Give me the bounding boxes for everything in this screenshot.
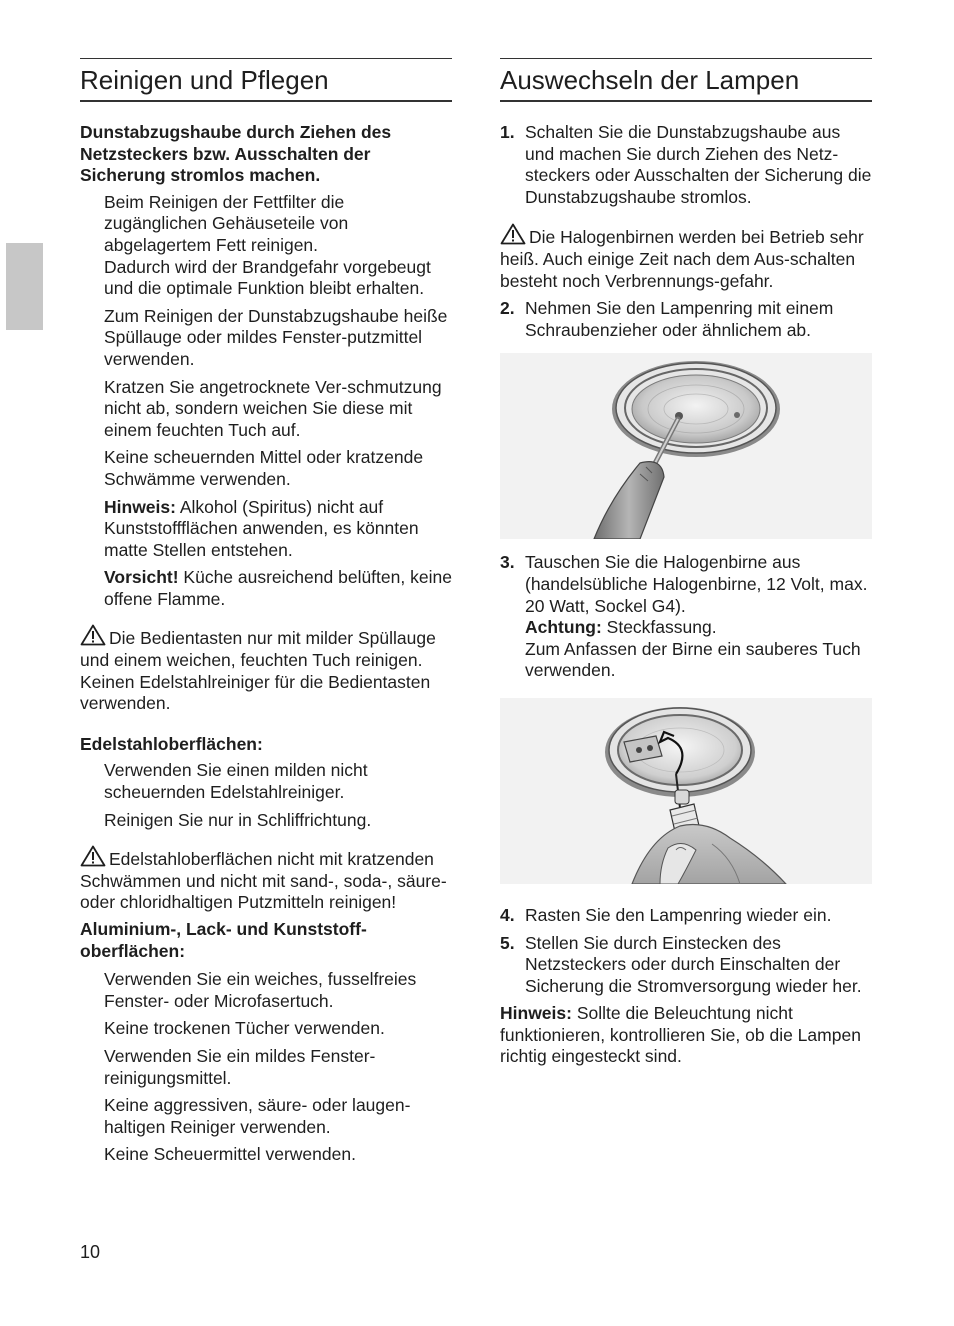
alu-text-3: Verwenden Sie ein mildes Fenster-reinigungsmittel. <box>104 1045 376 1088</box>
alu-text-1: Verwenden Sie ein weiches, fusselfreies Fenster- oder Microfasertuch. <box>104 969 417 1011</box>
step-text-3a: Tauschen Sie die Halogenbirne aus (handelsübliche Halogenbirne, 12 Volt, max. 20 Watt, Sockel G4). <box>525 552 868 616</box>
caution-ventilation <box>80 567 452 610</box>
attention-text: Steckfassung. <box>601 617 717 638</box>
step-3 <box>500 552 872 682</box>
step-text: Rasten Sie den Lampenring wieder ein. <box>525 904 832 925</box>
note-alcohol <box>80 497 452 562</box>
step-2 <box>500 298 872 341</box>
cleaning-text-4: Keine scheuernden Mittel oder kratzende Schwämme verwenden. <box>104 447 424 489</box>
warning-text: Die Halogenbirnen werden bei Betrieb sehr heiß. Auch einige Zeit nach dem Aus-schalten besteht noch Verbrennungs-gefahr. <box>500 227 864 291</box>
step-note <box>525 617 872 639</box>
illustration-hand-halogen-bulb <box>500 698 872 884</box>
step-number: 4. <box>500 904 515 925</box>
warning-triangle-icon <box>500 223 526 245</box>
right-column <box>500 58 872 1068</box>
heading-stainless-steel: Edelstahloberflächen: <box>80 733 263 754</box>
step-number: 1. <box>500 122 515 142</box>
left-column <box>80 58 452 1166</box>
note-label: Hinweis: <box>500 1003 572 1024</box>
step-number: 5. <box>500 932 515 953</box>
step-text: Nehmen Sie den Lampenring mit einem Schraubenzieher oder ähnlichem ab. <box>525 298 834 340</box>
warning-triangle-icon <box>80 624 106 646</box>
figure-lamp-ring-removal <box>500 353 872 539</box>
caution-label: Vorsicht! <box>104 567 179 588</box>
section-title-cleaning: Reinigen und Pflegen <box>80 65 329 95</box>
page-number: 10 <box>80 1242 101 1262</box>
attention-label: Achtung: <box>525 617 602 638</box>
step-1 <box>500 122 872 208</box>
cleaning-paragraph <box>80 192 452 300</box>
alu-text-5: Keine Scheuermittel verwenden. <box>104 1144 356 1165</box>
right-heading-bar <box>500 58 872 102</box>
note-lighting <box>500 1003 872 1068</box>
warning-halogen-hot <box>500 223 872 292</box>
step-text-3c: Zum Anfassen der Birne ein sauberes Tuch verwenden. <box>525 638 861 681</box>
cleaning-text-1b: Dadurch wird der Brandgefahr vorgebeugt und die optimale Funktion bleibt erhalten. <box>104 256 431 299</box>
step-text: Stellen Sie durch Einstecken des Netzsteckers oder durch Einschalten der Sicherung die Stromversorgung wieder her. <box>525 932 862 996</box>
warning-text-1a: Die Bedientasten nur mit milder Spüllauge und einem weichen, feuchten Tuch reinigen. <box>80 628 436 671</box>
cleaning-text-3: Kratzen Sie angetrocknete Ver-schmutzung nicht ab, sondern weichen Sie diese mit einem feuchten Tuch auf. <box>104 376 442 440</box>
heading-aluminium: Aluminium-, Lack- und Kunststoff-oberflächen: <box>80 919 367 961</box>
warning-text-2: Edelstahloberflächen nicht mit kratzenden Schwämmen und nicht mit sand-, soda-, säure- oder chloridhaltigen Putzmitteln reinigen! <box>80 849 447 913</box>
warning-stainless <box>80 845 452 914</box>
figure-bulb-replacement <box>500 698 872 884</box>
intro-instruction: Dunstabzugshaube durch Ziehen des Netzsteckers bzw. Ausschalten der Sicherung stromlos machen. <box>80 122 392 186</box>
illustration-screwdriver-lamp-ring <box>500 353 872 539</box>
caution-text: Küche ausreichend belüften, keine offene Flamme. <box>104 567 452 609</box>
section-tab-marker <box>6 243 43 330</box>
cleaning-text-1a: Beim Reinigen der Fettfilter die zugänglichen Gehäuseteile von abgelagertem Fett reinigen. <box>104 191 349 255</box>
note-text: Alkohol (Spiritus) nicht auf Kunststoffflächen anwenden, es könnten matte Stellen entstehen. <box>104 496 419 560</box>
step-number: 2. <box>500 298 515 319</box>
stainless-text-1: Verwenden Sie einen milden nicht scheuernden Edelstahlreiniger. <box>104 760 368 803</box>
warning-text-1b: Keinen Edelstahlreiniger für die Bedientasten verwenden. <box>80 671 431 714</box>
section-title-lamps: Auswechseln der Lampen <box>500 65 800 95</box>
warning-control-keys <box>80 624 452 714</box>
cleaning-text-2: Zum Reinigen der Dunstabzugshaube heiße Spüllauge oder mildes Fenster-putzmittel verwenden. <box>104 305 448 369</box>
note-text: Sollte die Beleuchtung nicht funktionieren, kontrollieren Sie, ob die Lampen richtig eingesteckt sind. <box>500 1003 861 1067</box>
stainless-text-2: Reinigen Sie nur in Schliffrichtung. <box>104 809 372 830</box>
step-5 <box>500 933 872 998</box>
step-number: 3. <box>500 552 515 573</box>
alu-text-2: Keine trockenen Tücher verwenden. <box>104 1018 385 1039</box>
alu-text-4: Keine aggressiven, säure- oder laugen-haltigen Reiniger verwenden. <box>104 1095 411 1137</box>
note-label: Hinweis: <box>104 496 176 517</box>
step-4 <box>500 905 872 927</box>
warning-triangle-icon <box>80 845 106 867</box>
left-heading-bar <box>80 58 452 102</box>
step-text: Schalten Sie die Dunstabzugshaube aus und machen Sie durch Ziehen des Netz-steckers oder Ausschalten der Sicherung die Dunstabzugshaube stromlos. <box>525 122 872 207</box>
